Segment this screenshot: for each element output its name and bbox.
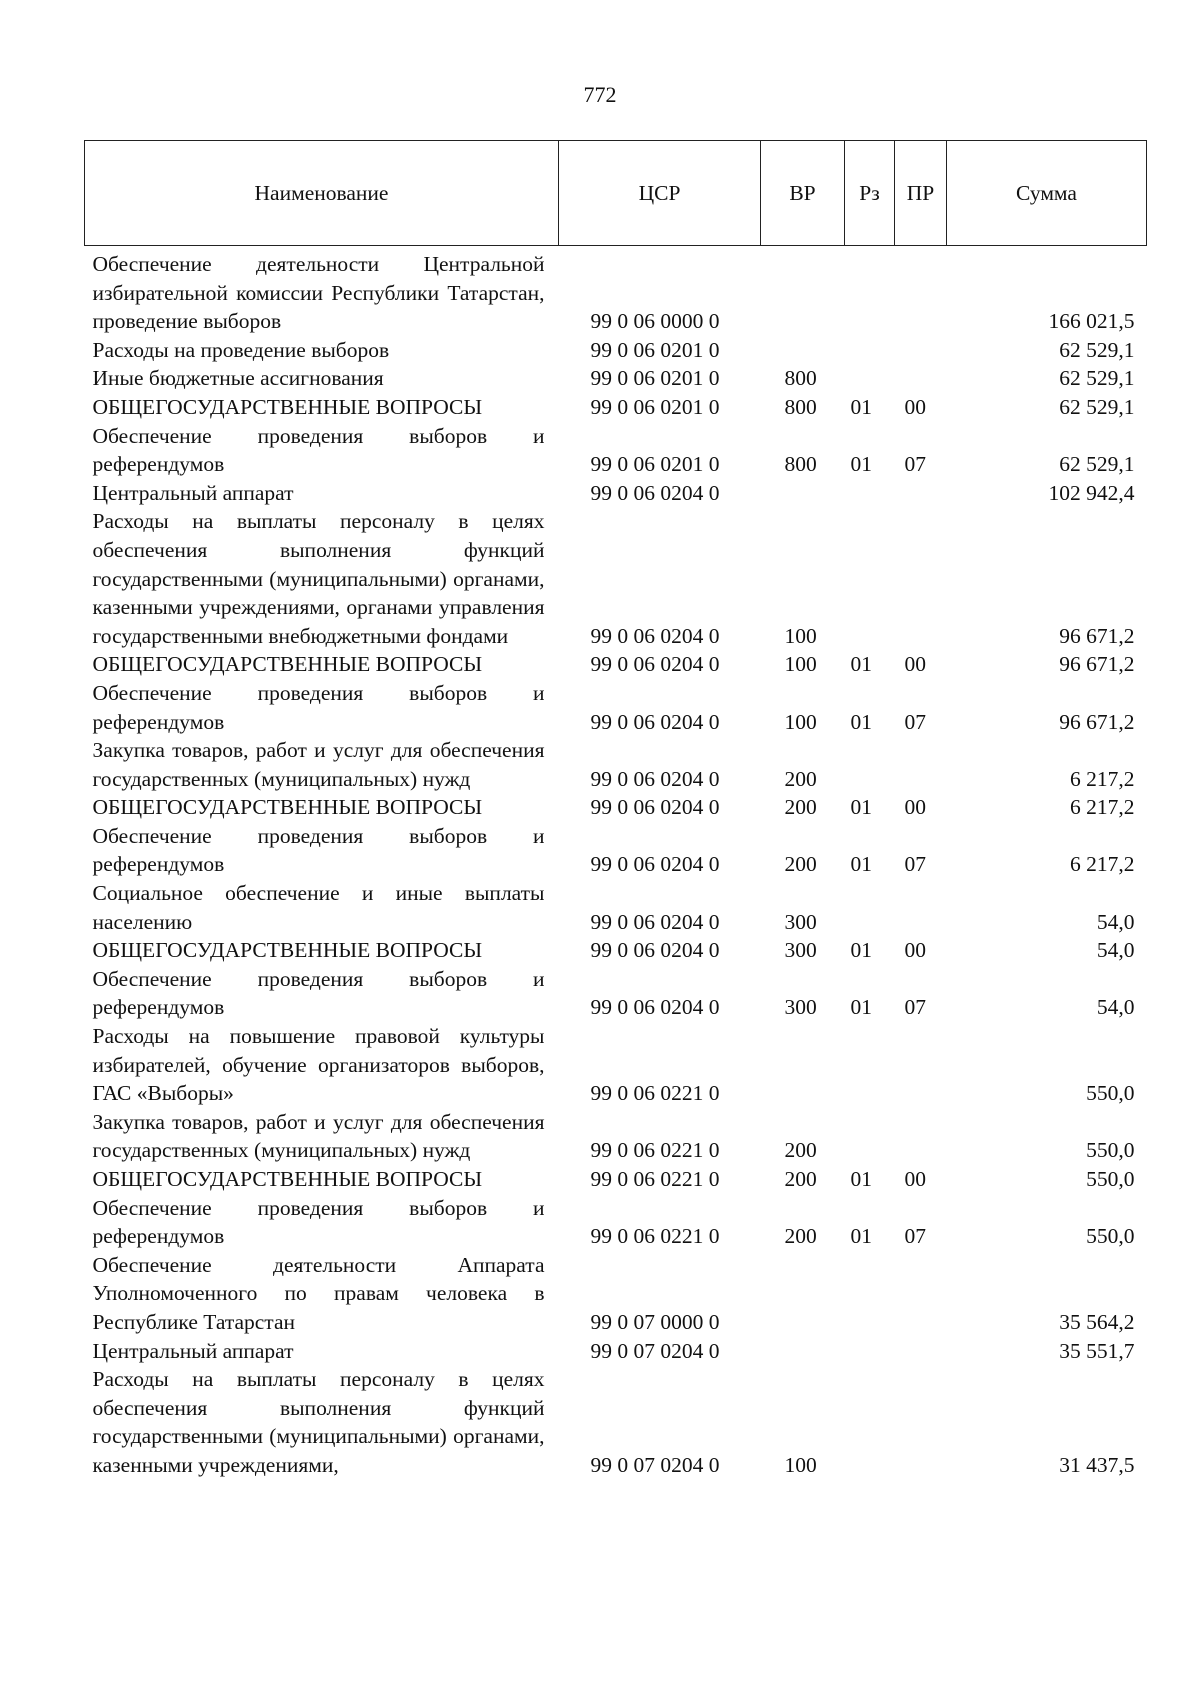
cell-sum: 31 437,5	[1059, 1452, 1135, 1477]
cell-pr	[895, 479, 947, 508]
cell-name: Расходы на выплаты персоналу в целях обеспечения выполнения функций государственными (муниципальными) органами, казенными учреждениями, органами управления государственными внебюджетными фондами	[92, 509, 545, 648]
cell-sum: 550,0	[1086, 1224, 1135, 1249]
cell-vr: 100	[784, 709, 817, 734]
cell-name: Расходы на повышение правовой культуры избирателей, обучение организаторов выборов, ГАС «Выборы»	[92, 1024, 545, 1106]
cell-pr	[895, 1108, 947, 1165]
cell-name: Обеспечение проведения выборов и референдумов	[92, 966, 545, 1020]
table-row	[85, 650, 1147, 679]
cell-name: Социальное обеспечение и иные выплаты населению	[92, 881, 545, 934]
cell-name: Обеспечение деятельности Аппарата Уполномоченного по правам человека в Республике Татарстан	[92, 1252, 545, 1334]
cell-pr: 07	[904, 709, 926, 734]
cell-sum: 54,0	[1096, 909, 1135, 934]
cell-rz: 01	[850, 995, 872, 1020]
table-row	[85, 336, 1147, 365]
cell-csr: 99 0 06 0204 0	[590, 709, 720, 734]
cell-sum: 62 529,1	[1059, 366, 1135, 391]
cell-sum: 550,0	[1086, 1081, 1135, 1106]
table-row	[85, 736, 1147, 793]
cell-rz	[845, 246, 895, 336]
cell-pr	[895, 1365, 947, 1479]
table-row	[85, 364, 1147, 393]
cell-csr: 99 0 06 0204 0	[590, 995, 720, 1020]
table-row	[85, 879, 1147, 936]
cell-sum: 96 671,2	[1059, 709, 1135, 734]
cell-csr: 99 0 06 0201 0	[590, 452, 720, 477]
cell-rz: 01	[850, 1224, 872, 1249]
cell-rz	[845, 364, 895, 393]
cell-vr	[761, 1022, 845, 1108]
cell-sum: 35 551,7	[1059, 1338, 1135, 1363]
cell-name: Закупка товаров, работ и услуг для обеспечения государственных (муниципальных) нужд	[92, 1109, 545, 1163]
cell-rz	[845, 1108, 895, 1165]
cell-rz	[845, 879, 895, 936]
cell-pr: 00	[904, 795, 926, 820]
cell-sum: 550,0	[1086, 1167, 1135, 1191]
cell-csr: 99 0 06 0000 0	[590, 309, 720, 334]
table-row	[85, 1365, 1147, 1479]
cell-name: Обеспечение проведения выборов и референдумов	[92, 1195, 545, 1249]
cell-sum: 54,0	[1096, 995, 1135, 1020]
cell-sum: 62 529,1	[1059, 337, 1135, 362]
cell-sum: 102 942,4	[1048, 480, 1135, 505]
table-row	[85, 936, 1147, 965]
table-row	[85, 1108, 1147, 1165]
table-row	[85, 1194, 1147, 1251]
cell-pr: 07	[904, 452, 926, 477]
cell-pr: 00	[904, 394, 926, 419]
cell-name: Иные бюджетные ассигнования	[92, 366, 384, 391]
cell-name: ОБЩЕГОСУДАРСТВЕННЫЕ ВОПРОСЫ	[92, 795, 483, 820]
cell-name: ОБЩЕГОСУДАРСТВЕННЫЕ ВОПРОСЫ	[92, 938, 483, 963]
cell-name: ОБЩЕГОСУДАРСТВЕННЫЕ ВОПРОСЫ	[92, 394, 483, 419]
cell-vr: 100	[784, 1452, 817, 1477]
header-vr: ВР	[761, 141, 845, 246]
cell-pr: 00	[904, 652, 926, 677]
table-row	[85, 422, 1147, 479]
cell-sum: 54,0	[1096, 938, 1135, 963]
cell-pr	[895, 1022, 947, 1108]
table-row	[85, 507, 1147, 650]
cell-name: Расходы на выплаты персоналу в целях обеспечения выполнения функций государственными (муниципальными) органами, казенными учреждениями,	[92, 1367, 545, 1477]
cell-name: Расходы на проведение выборов	[92, 337, 390, 362]
cell-sum: 62 529,1	[1059, 394, 1135, 419]
table-row	[85, 822, 1147, 879]
cell-rz: 01	[850, 452, 872, 477]
cell-pr	[895, 507, 947, 650]
cell-rz: 01	[850, 709, 872, 734]
header-name: Наименование	[85, 141, 559, 246]
table-row	[85, 1251, 1147, 1337]
cell-rz	[845, 336, 895, 365]
cell-csr: 99 0 06 0201 0	[590, 366, 720, 391]
cell-pr	[895, 1251, 947, 1337]
cell-sum: 35 564,2	[1059, 1309, 1135, 1334]
cell-pr	[895, 364, 947, 393]
cell-name: Закупка товаров, работ и услуг для обеспечения государственных (муниципальных) нужд	[92, 738, 545, 791]
cell-rz	[845, 479, 895, 508]
table-row	[85, 793, 1147, 822]
cell-vr: 800	[784, 366, 817, 391]
budget-table	[84, 140, 1147, 1480]
table-row	[85, 393, 1147, 422]
cell-vr: 200	[784, 1224, 817, 1249]
cell-vr: 200	[784, 1138, 817, 1163]
cell-sum: 6 217,2	[1070, 766, 1135, 791]
header-sum: Сумма	[947, 141, 1147, 246]
cell-rz	[845, 736, 895, 793]
cell-vr: 300	[784, 909, 817, 934]
cell-csr: 99 0 06 0204 0	[590, 480, 720, 505]
cell-pr: 00	[904, 1167, 926, 1191]
cell-vr	[761, 1251, 845, 1337]
cell-rz	[845, 1251, 895, 1337]
table-row	[85, 679, 1147, 736]
cell-sum: 96 671,2	[1059, 652, 1135, 677]
cell-vr	[761, 336, 845, 365]
cell-pr: 07	[904, 1224, 926, 1249]
table-row	[85, 479, 1147, 508]
cell-pr: 07	[904, 852, 926, 877]
cell-vr: 200	[784, 766, 817, 791]
cell-vr: 100	[784, 623, 817, 648]
cell-rz: 01	[850, 938, 872, 963]
cell-pr	[895, 246, 947, 336]
cell-vr: 300	[784, 938, 817, 963]
header-csr: ЦСР	[559, 141, 761, 246]
cell-vr	[761, 246, 845, 336]
cell-csr: 99 0 07 0204 0	[590, 1338, 720, 1363]
cell-name: Обеспечение деятельности Центральной избирательной комиссии Республики Татарстан, проведение выборов	[92, 252, 545, 334]
cell-csr: 99 0 07 0204 0	[590, 1452, 720, 1477]
cell-name: Центральный аппарат	[92, 1338, 294, 1363]
cell-rz	[845, 1365, 895, 1479]
cell-rz	[845, 507, 895, 650]
cell-csr: 99 0 06 0204 0	[590, 795, 720, 820]
cell-csr: 99 0 06 0204 0	[590, 852, 720, 877]
cell-csr: 99 0 06 0201 0	[590, 337, 720, 362]
table-row	[85, 1022, 1147, 1108]
cell-csr: 99 0 06 0204 0	[590, 909, 720, 934]
cell-pr	[895, 1337, 947, 1366]
cell-csr: 99 0 06 0204 0	[590, 652, 720, 677]
cell-sum: 166 021,5	[1048, 309, 1135, 334]
table-row	[85, 1165, 1147, 1194]
cell-name: Центральный аппарат	[92, 480, 294, 505]
cell-pr: 00	[904, 938, 926, 963]
table-header	[85, 141, 1147, 246]
cell-vr: 200	[784, 795, 817, 820]
header-pr: ПР	[895, 141, 947, 246]
header-rz: Рз	[845, 141, 895, 246]
cell-name: Обеспечение проведения выборов и референдумов	[92, 823, 545, 877]
cell-vr: 100	[784, 652, 817, 677]
cell-name: Обеспечение проведения выборов и референдумов	[92, 680, 545, 734]
table-body	[85, 246, 1147, 1480]
cell-rz: 01	[850, 795, 872, 820]
cell-csr: 99 0 06 0201 0	[590, 394, 720, 419]
cell-sum: 96 671,2	[1059, 623, 1135, 648]
cell-csr: 99 0 06 0204 0	[590, 766, 720, 791]
cell-csr: 99 0 06 0221 0	[590, 1224, 720, 1249]
table-row	[85, 246, 1147, 336]
page-number: 772	[583, 82, 617, 107]
cell-pr	[895, 736, 947, 793]
cell-pr: 07	[904, 995, 926, 1020]
cell-csr: 99 0 07 0000 0	[590, 1309, 720, 1334]
cell-pr	[895, 879, 947, 936]
cell-sum: 62 529,1	[1059, 452, 1135, 477]
cell-vr: 200	[784, 1167, 817, 1191]
cell-name: ОБЩЕГОСУДАРСТВЕННЫЕ ВОПРОСЫ	[92, 1167, 483, 1191]
table-row	[85, 1337, 1147, 1366]
cell-vr: 800	[784, 452, 817, 477]
cell-vr: 300	[784, 995, 817, 1020]
cell-csr: 99 0 06 0204 0	[590, 623, 720, 648]
cell-rz	[845, 1337, 895, 1366]
cell-sum: 550,0	[1086, 1138, 1135, 1163]
cell-sum: 6 217,2	[1070, 795, 1135, 820]
cell-rz	[845, 1022, 895, 1108]
cell-rz: 01	[850, 852, 872, 877]
cell-sum: 6 217,2	[1070, 852, 1135, 877]
cell-csr: 99 0 06 0221 0	[590, 1167, 720, 1191]
cell-vr: 200	[784, 852, 817, 877]
cell-csr: 99 0 06 0221 0	[590, 1138, 720, 1163]
table-row	[85, 965, 1147, 1022]
cell-rz: 01	[850, 394, 872, 419]
cell-name: Обеспечение проведения выборов и референдумов	[92, 423, 545, 477]
cell-vr: 800	[784, 394, 817, 419]
cell-rz: 01	[850, 1167, 872, 1191]
cell-name: ОБЩЕГОСУДАРСТВЕННЫЕ ВОПРОСЫ	[92, 652, 483, 677]
cell-vr	[761, 479, 845, 508]
cell-rz: 01	[850, 652, 872, 677]
cell-csr: 99 0 06 0204 0	[590, 938, 720, 963]
cell-csr: 99 0 06 0221 0	[590, 1081, 720, 1106]
cell-vr	[761, 1337, 845, 1366]
cell-pr	[895, 336, 947, 365]
